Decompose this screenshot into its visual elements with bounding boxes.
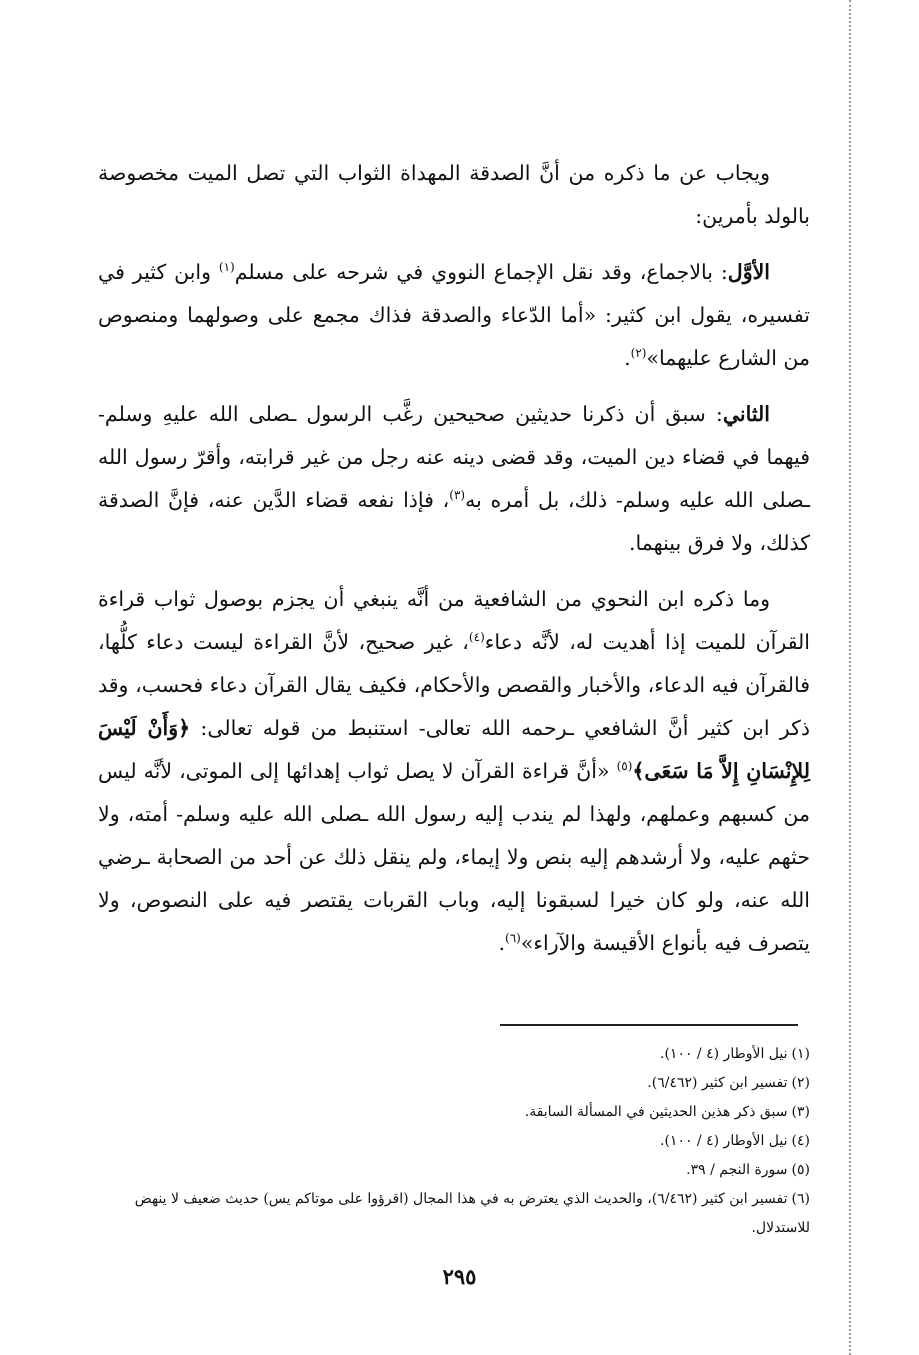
footnote-ref-4[interactable]: (٤)	[468, 630, 485, 644]
paragraph-text: وابن كثير في تفسيره، يقول ابن كثير: «أما الدّعاء والصدقة فذاك مجمع على وصولهما ومنصوص من الشارع عليهما»	[98, 260, 810, 370]
footnote-text: نيل الأوطار (٤ / ١٠٠).	[660, 1133, 788, 1149]
footnote-separator	[500, 1024, 798, 1026]
paragraph-text: ، فإذا نفعه قضاء الدَّين عنه، فإنَّ الصدقة كذلك، ولا فرق بينهما.	[98, 488, 810, 555]
footnote-text: سورة النجم / ٣٩.	[686, 1162, 788, 1178]
footnotes	[98, 1040, 810, 1243]
page-edge-dotted-line	[849, 0, 851, 1355]
footnote-1	[98, 1040, 810, 1069]
footnote-ref-5[interactable]: (٥)	[616, 759, 633, 773]
footnote-text: تفسير ابن كثير (٦/٤٦٢).	[647, 1075, 788, 1091]
footnote-ref-1[interactable]: (١)	[218, 260, 235, 274]
footnote-number: (٣)	[791, 1104, 810, 1120]
footnote-number: (١)	[791, 1046, 810, 1062]
paragraph-text: «أنَّ قراءة القرآن لا يصل ثواب إهدائها إلى الموتى، لأنَّه ليس من كسبهم وعملهم، ولهذا لم يندب إليه رسول الله ـصلى الله عليه وسلم- أمته، ولا حثهم عليه، ولا أرشدهم إليه بنص ولا إيماء، ولم ينقل ذلك عن أحد من الصحابة ـرضي الله عنه، ولو كان خيرا لسبقونا إليه، وباب القربات يقتصر فيه على النصوص، ولا يتصرف فيه بأنواع الأقيسة والآراء»	[98, 759, 810, 955]
paragraph-text: .	[498, 931, 505, 955]
point-label-first: الأوَّل	[727, 260, 770, 284]
main-text	[98, 152, 810, 965]
footnote-number: (٦)	[791, 1191, 810, 1207]
paragraph-second-point	[98, 393, 810, 565]
paragraph-text: : سبق أن ذكرنا حديثين صحيحين رغَّب الرسول ـصلى الله عليهِ وسلم- فيهما في قضاء دين الميت، وقد قضى دينه عنه رجل من غير قرابته، وأقرّ رسول الله ـصلى الله عليه وسلم- ذلك، بل أمره به	[98, 402, 810, 512]
footnote-text: نيل الأوطار (٤ / ١٠٠).	[660, 1046, 788, 1062]
paragraph-quran-reading	[98, 578, 810, 965]
paragraph-intro	[98, 152, 810, 238]
footnote-ref-3[interactable]: (٣)	[449, 488, 466, 502]
footnote-3	[98, 1098, 810, 1127]
footnote-text: تفسير ابن كثير (٦/٤٦٢)، والحديث الذي يعترض به في هذا المجال (اقرؤوا على موتاكم يس) حديث ضعيف لا ينهض للاستدلال.	[134, 1191, 810, 1236]
footnote-number: (٥)	[791, 1162, 810, 1178]
point-label-second: الثاني	[722, 402, 770, 426]
footnote-5	[98, 1156, 810, 1185]
paragraph-text: وما ذكره ابن النحوي من الشافعية من أنَّه ينبغي أن يجزم بوصول ثواب قراءة القرآن للميت إذا أهديت له، لأنَّه دعاء	[98, 587, 811, 654]
footnote-number: (٢)	[791, 1075, 810, 1091]
footnote-text: سبق ذكر هذين الحديثين في المسألة السابقة.	[524, 1104, 788, 1120]
quran-verse: ﴿وَأَنْ لَيْسَ لِلإِنْسَانِ إِلاَّ مَا سَعَى﴾	[98, 716, 810, 783]
footnote-6	[98, 1185, 810, 1243]
footnote-2	[98, 1069, 810, 1098]
footnote-ref-2[interactable]: (٢)	[630, 346, 647, 360]
paragraph-text: ، غير صحيح، لأنَّ القراءة ليست دعاء كلُّها، فالقرآن فيه الدعاء، والأخبار والقصص والأحكام، فكيف يقال القرآن دعاء فحسب، وقد ذكر ابن كثير أنَّ الشافعي ـرحمه الله تعالى- استنبط من قوله تعالى:	[98, 630, 810, 740]
footnote-ref-6[interactable]: (٦)	[505, 931, 521, 945]
paragraph-first-point	[98, 251, 810, 380]
footnote-number: (٤)	[791, 1133, 810, 1149]
footnote-4	[98, 1127, 810, 1156]
paragraph-text: .	[624, 346, 631, 370]
page-number: ٢٩٥	[442, 1264, 477, 1289]
paragraph-text: ويجاب عن ما ذكره من أنَّ الصدقة المهداة الثواب التي تصل الميت مخصوصة بالولد بأمرين:	[98, 161, 810, 228]
paragraph-text: : بالاجماع، وقد نقل الإجماع النووي في شرحه على مسلم	[234, 260, 728, 284]
